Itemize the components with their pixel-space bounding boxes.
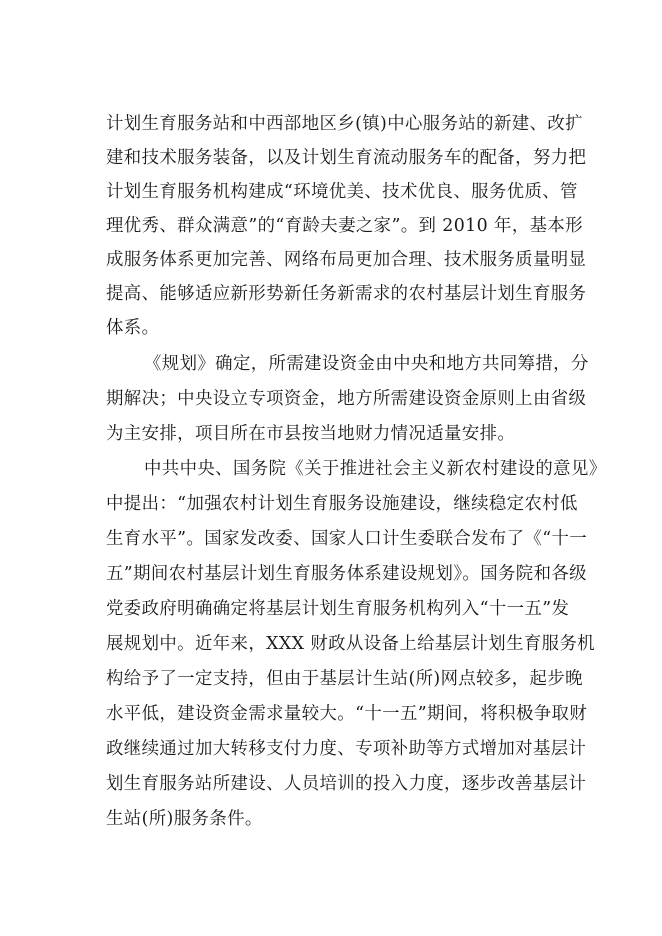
text-line: 构给予了一定支持，但由于基层计生站(所)网点较多，起步晚 — [106, 669, 583, 689]
text-line: 划生育服务站所建设、人员培训的投入力度，逐步改善基层计 — [106, 774, 587, 794]
text-line: 政继续通过加大转移支付力度、专项补助等方式增加对基层计 — [106, 739, 587, 759]
text-line: 体系。 — [106, 318, 160, 338]
text-line: 《规划》确定，所需建设资金由中央和地方共同筹措，分 — [144, 354, 589, 374]
text-line: 为主安排，项目所在市县按当地财力情况适量安排。 — [106, 424, 516, 444]
text-line: 计划生育服务机构建成“环境优美、技术优良、服务优质、管 — [106, 182, 578, 202]
text-line: 五”期间农村基层计划生育服务体系建设规划》。国务院和各级 — [106, 564, 587, 584]
text-line: 理优秀、群众满意”的“育龄夫妻之家”。到 2010 年，基本形 — [106, 216, 583, 236]
text-line: 建和技术服务装备，以及计划生育流动服务车的配备，努力把 — [106, 148, 587, 168]
text-line: 水平低，建设资金需求量较大。“十一五”期间，将积极争取财 — [106, 704, 588, 724]
text-line: 党委政府明确确定将基层计划生育服务机构列入“十一五”发 — [106, 599, 570, 619]
text-line: 中提出：“加强农村计划生育服务设施建设，继续稳定农村低 — [106, 494, 578, 514]
text-line: 生育水平”。国家发改委、国家人口计生委联合发布了《“十一 — [106, 529, 588, 549]
text-line: 提高、能够适应新形势新任务新需求的农村基层计划生育服务 — [106, 284, 587, 304]
text-line: 生站(所)服务条件。 — [106, 809, 263, 829]
text-line: 中共中央、国务院《关于推进社会主义新农村建设的意见》 — [144, 459, 607, 479]
text-line: 展规划中。近年来，XXX 财政从设备上给基层计划生育服务机 — [106, 634, 596, 654]
text-line: 计划生育服务站和中西部地区乡(镇)中心服务站的新建、改扩 — [106, 114, 583, 134]
text-line: 期解决；中央设立专项资金，地方所需建设资金原则上由省级 — [106, 389, 587, 409]
text-line: 成服务体系更加完善、网络布局更加合理、技术服务质量明显 — [106, 250, 587, 270]
